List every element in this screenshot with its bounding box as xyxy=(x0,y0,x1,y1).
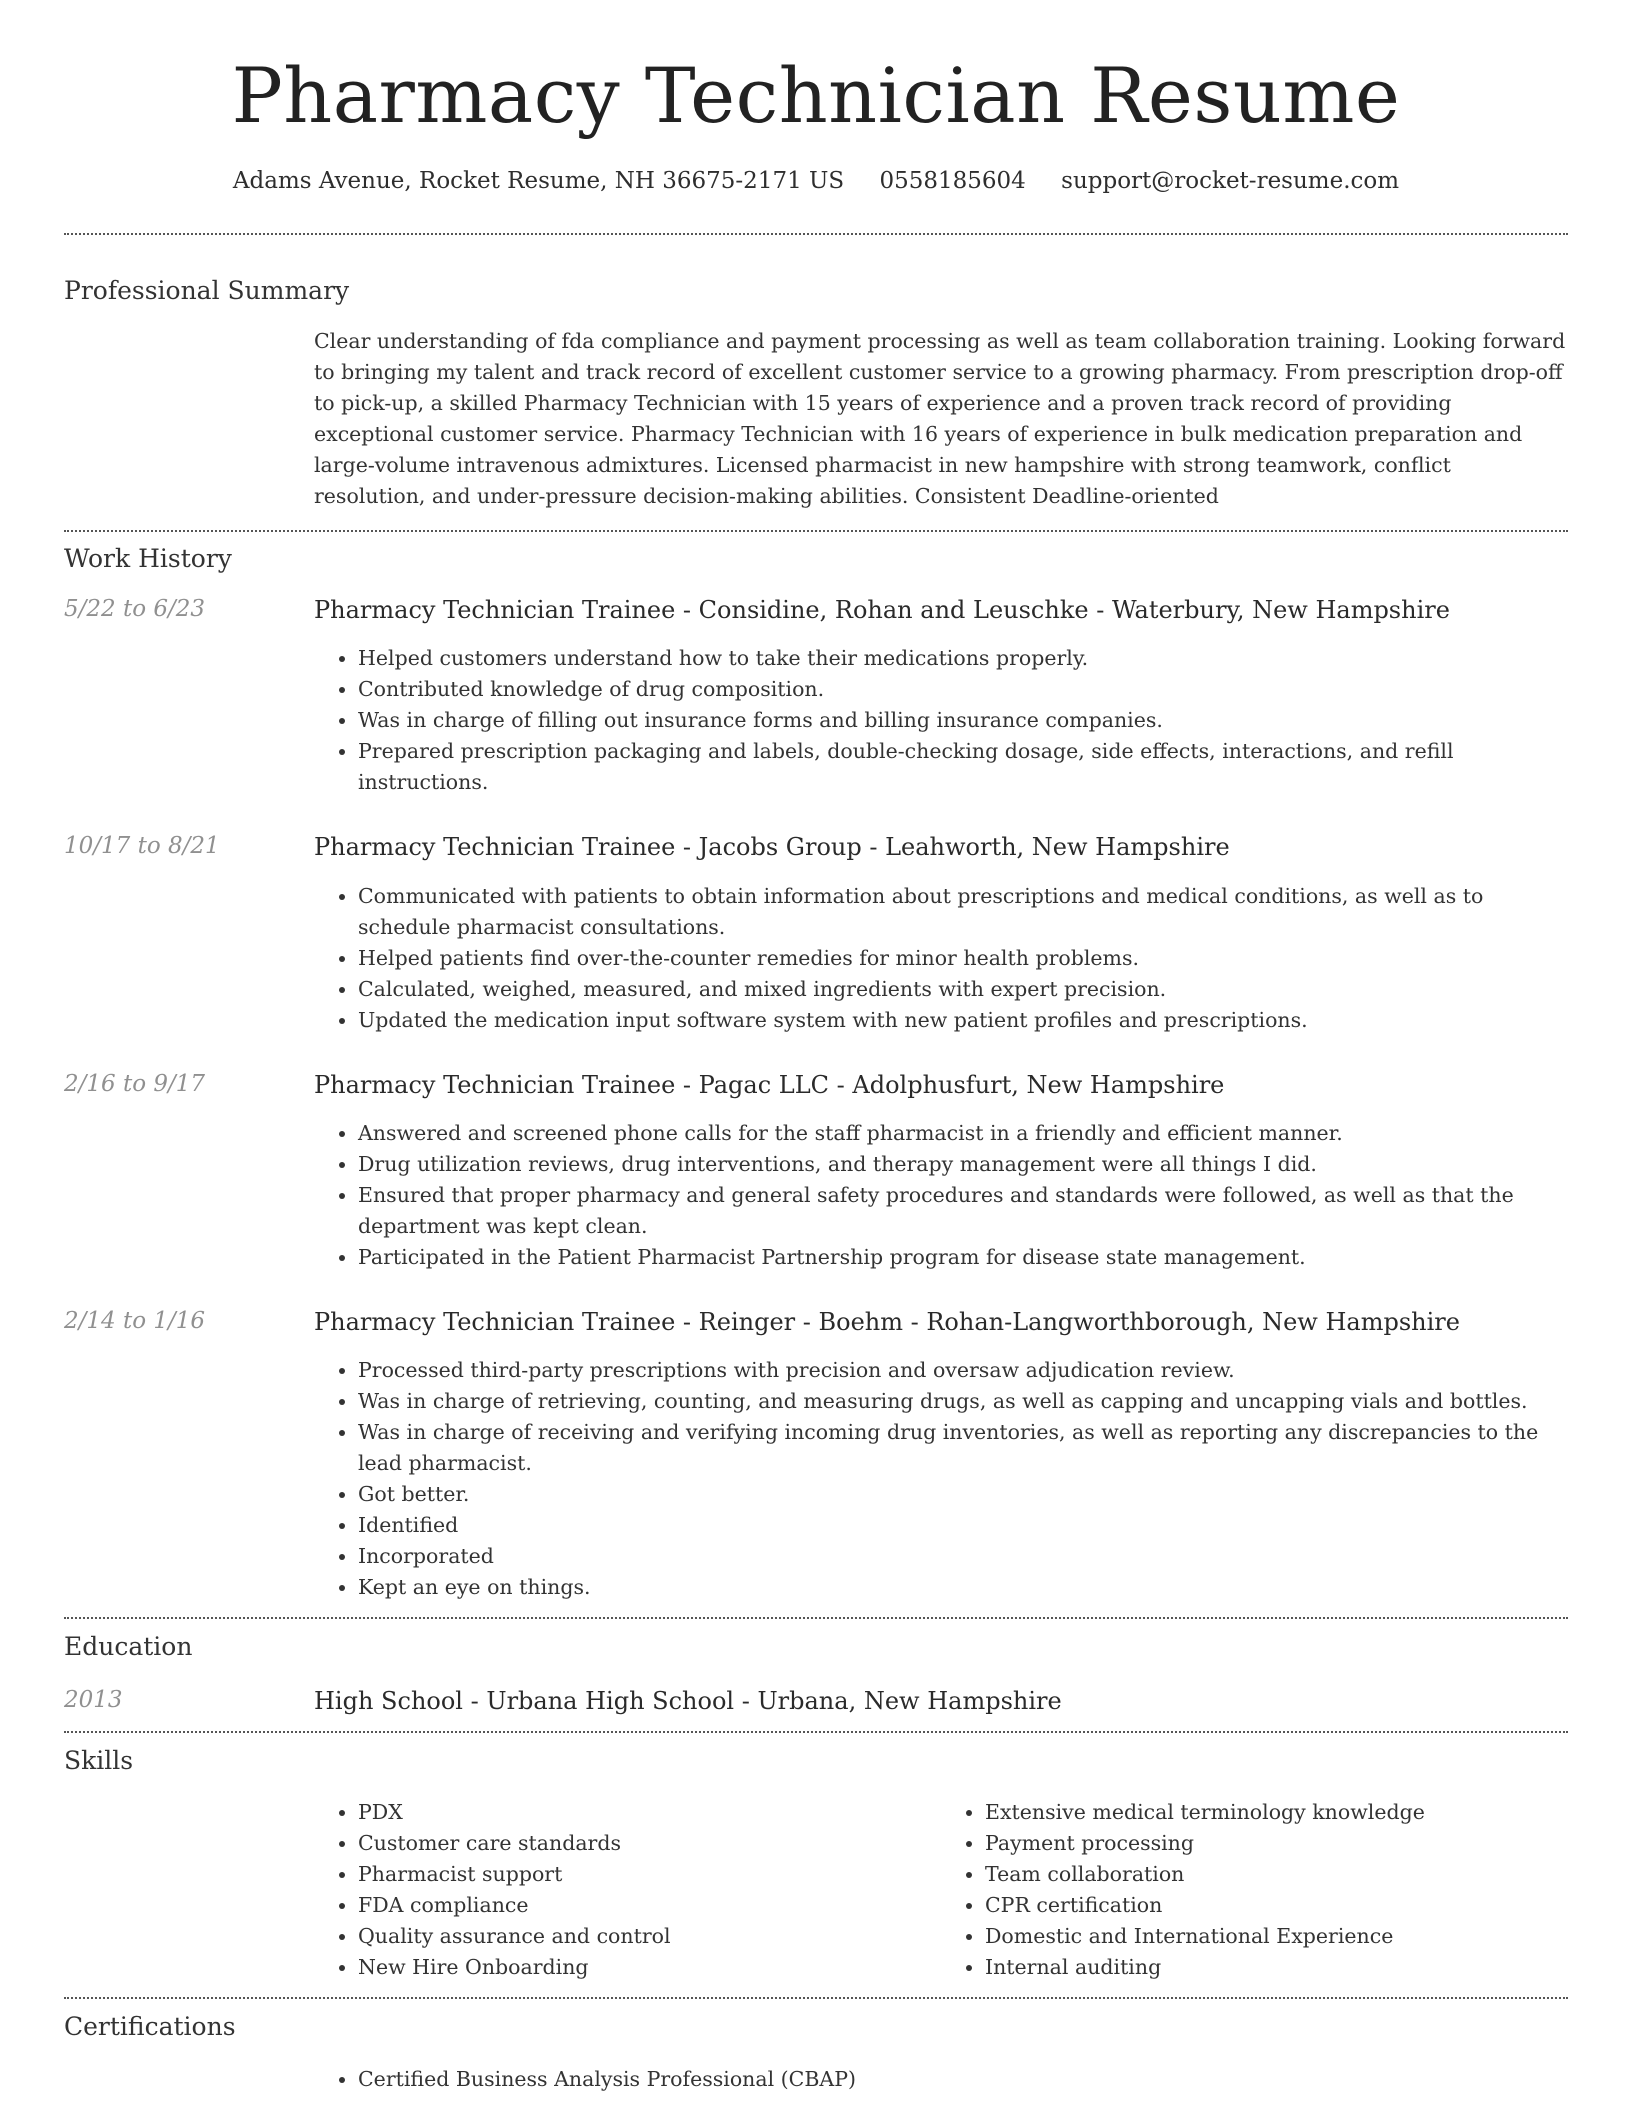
section-education xyxy=(64,1619,1568,1731)
job-dates: 2/14 to 1/16 xyxy=(64,1307,206,1334)
contact-email: support@rocket-resume.com xyxy=(1061,168,1400,195)
list-item: • Contributed knowledge of drug composition. xyxy=(358,674,1568,705)
list-item: • Answered and screened phone calls for the staff pharmacist in a friendly and efficient manner. xyxy=(358,1118,1568,1149)
list-item: • Prepared prescription packaging and labels, double-checking dosage, side effects, interactions, and refill instructions. xyxy=(358,736,1568,798)
list-item: • Updated the medication input software system with new patient profiles and prescriptions. xyxy=(358,1005,1568,1036)
list-item: • Processed third-party prescriptions with precision and oversaw adjudication review. xyxy=(358,1355,1568,1386)
list-item: • Payment processing xyxy=(985,1828,1568,1859)
section-heading-summary: Professional Summary xyxy=(64,276,350,306)
job-entry xyxy=(64,1070,1568,1273)
list-item: • Was in charge of filling out insurance forms and billing insurance companies. xyxy=(358,705,1568,736)
section-heading-education: Education xyxy=(64,1632,193,1662)
contact-line xyxy=(64,167,1568,197)
list-item: • Drug utilization reviews, drug interventions, and therapy management were all things I did. xyxy=(358,1149,1568,1180)
section-work-history xyxy=(64,532,1568,1617)
job-bullets xyxy=(314,643,1568,798)
list-item: • Ensured that proper pharmacy and general safety procedures and standards were followed, as well as that the department was kept clean. xyxy=(358,1180,1568,1242)
job-title: Pharmacy Technician Trainee - Pagac LLC - Adolphusfurt, New Hampshire xyxy=(314,1070,1225,1099)
list-item: • Helped customers understand how to take their medications properly. xyxy=(358,643,1568,674)
job-dates: 5/22 to 6/23 xyxy=(64,596,206,623)
section-certifications xyxy=(64,1999,1568,2095)
job-entry xyxy=(64,832,1568,1035)
job-title: Pharmacy Technician Trainee - Jacobs Group - Leahworth, New Hampshire xyxy=(314,833,1230,862)
job-bullets xyxy=(314,881,1568,1036)
page-title: Pharmacy Technician Resume xyxy=(231,51,1401,140)
section-heading-skills: Skills xyxy=(64,1745,134,1775)
summary-text: Clear understanding of fda compliance and payment processing as well as team collaboration training. Looking forward to bringing my talent and track record of excellent customer service to a growing pharmacy. From prescription drop-off to pick-up, a skilled Pharmacy Technician with 15 years of experience and a proven track record of providing exceptional customer service. Pharmacy Technician with 16 years of experience in bulk medication preparation and large-volume intravenous admixtures. Licensed pharmacist in new hampshire with strong teamwork, conflict resolution, and under-pressure decision-making abilities. Consistent Deadline-oriented xyxy=(314,328,1566,508)
list-item: • Was in charge of retrieving, counting, and measuring drugs, as well as capping and uncapping vials and bottles. xyxy=(358,1386,1568,1417)
contact-phone: 0558185604 xyxy=(879,168,1026,195)
skills-list-left xyxy=(314,1797,941,1983)
list-item: • New Hire Onboarding xyxy=(358,1952,941,1983)
list-item: • Certified Business Analysis Professional (CBAP) xyxy=(358,2064,1568,2095)
resume-header xyxy=(64,0,1568,197)
job-dates: 10/17 to 8/21 xyxy=(64,833,220,860)
list-item: • Participated in the Patient Pharmacist Partnership program for disease state management. xyxy=(358,1242,1568,1273)
education-entry xyxy=(64,1686,1568,1717)
list-item: • Internal auditing xyxy=(985,1952,1568,1983)
job-title: Pharmacy Technician Trainee - Considine, Rohan and Leuschke - Waterbury, New Hampshire xyxy=(314,596,1450,625)
list-item: • Domestic and International Experience xyxy=(985,1921,1568,1952)
list-item: • Was in charge of receiving and verifying incoming drug inventories, as well as reporting any discrepancies to the lead pharmacist. xyxy=(358,1417,1568,1479)
job-bullets xyxy=(314,1355,1568,1603)
section-summary xyxy=(64,235,1568,530)
certifications-list xyxy=(314,2064,1568,2095)
list-item: • FDA compliance xyxy=(358,1890,941,1921)
list-item: • Customer care standards xyxy=(358,1828,941,1859)
job-entry xyxy=(64,1307,1568,1603)
education-year: 2013 xyxy=(64,1686,123,1713)
list-item: • Pharmacist support xyxy=(358,1859,941,1890)
list-item: • PDX xyxy=(358,1797,941,1828)
list-item: • Identified xyxy=(358,1510,1568,1541)
job-entry xyxy=(64,595,1568,798)
list-item: • Communicated with patients to obtain information about prescriptions and medical conditions, as well as to schedule pharmacist consultations. xyxy=(358,881,1568,943)
list-item: • Kept an eye on things. xyxy=(358,1572,1568,1603)
list-item: • Quality assurance and control xyxy=(358,1921,941,1952)
job-bullets xyxy=(314,1118,1568,1273)
list-item: • Got better. xyxy=(358,1479,1568,1510)
contact-address: Adams Avenue, Rocket Resume, NH 36675-2171 US xyxy=(232,168,845,195)
list-item: • Calculated, weighed, measured, and mixed ingredients with expert precision. xyxy=(358,974,1568,1005)
section-heading-certifications: Certifications xyxy=(64,2012,236,2042)
section-skills xyxy=(64,1733,1568,1998)
list-item: • CPR certification xyxy=(985,1890,1568,1921)
education-title: High School - Urbana High School - Urbana, New Hampshire xyxy=(314,1686,1062,1715)
job-title: Pharmacy Technician Trainee - Reinger - Boehm - Rohan-Langworthborough, New Hampshire xyxy=(314,1307,1460,1336)
job-dates: 2/16 to 9/17 xyxy=(64,1070,206,1097)
list-item: • Extensive medical terminology knowledge xyxy=(985,1797,1568,1828)
list-item: • Helped patients find over-the-counter remedies for minor health problems. xyxy=(358,943,1568,974)
section-heading-work: Work History xyxy=(64,543,232,573)
list-item: • Incorporated xyxy=(358,1541,1568,1572)
list-item: • Team collaboration xyxy=(985,1859,1568,1890)
skills-list-right xyxy=(941,1797,1568,1983)
